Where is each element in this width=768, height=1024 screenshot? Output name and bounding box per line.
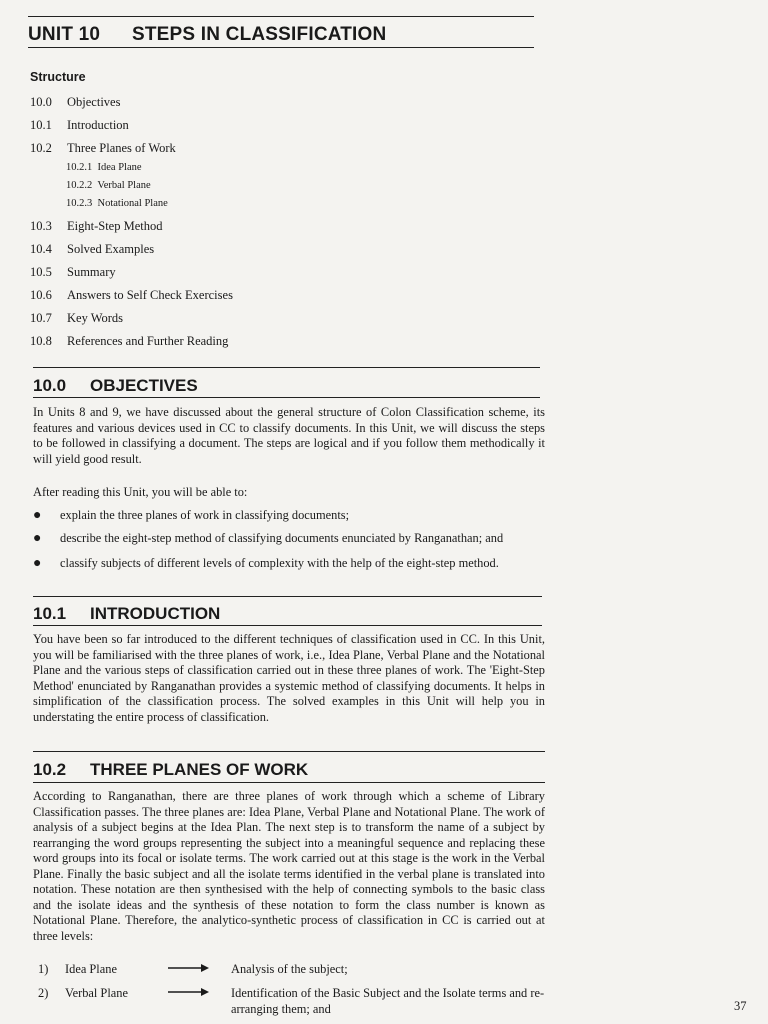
toc-subitem: 10.2.1 Idea Plane (66, 162, 142, 173)
arrow-right-icon (168, 985, 210, 999)
objective-bullet: ● classify subjects of different levels of complexity with the help of the eight-step method. (33, 556, 499, 571)
planes-paragraph: According to Ranganathan, there are three planes of work through which a scheme of Library Classification passes. The three planes are: Idea Plane, Verbal Plane and Notational Plane. The work of analysis of a subject begins at the Idea Plan. The next step is to transform the name of a subject by rearranging the word groups representing the subject into a meaningful sequence and replacing these word groups into its focal or isolate terms. The work carried out at this stage is the work in the Verbal Plane. Finally the basic subject and all the isolate terms identified in the verbal plane is translated into notation. These notation are then synthesised with the help of connecting symbols to the basic class and the isolate ideas and the synthesis of these notation to form the class number is known as Notational Plane. Therefore, the analytico-synthetic process of classification in CC is carried out at three levels: (33, 789, 545, 943)
toc-item: 10.0 Objectives (30, 95, 121, 109)
toc-subitem: 10.2.3 Notational Plane (66, 198, 168, 209)
toc-item: 10.4 Solved Examples (30, 242, 155, 256)
page-number: 37 (734, 999, 747, 1013)
toc-item: 10.8 References and Further Reading (30, 334, 229, 348)
toc-item: 10.3 Eight-Step Method (30, 219, 163, 233)
introduction-paragraph: You have been so far introduced to the different techniques of classification used in CC. In this Unit, you will be familiarised with the three planes of work, i.e., Idea Plane, Verbal Plane and the Notational Plane and the various steps of classification carried out in these three planes of work. The 'Eight-Step Method' enunciated by Ranganathan provides a systemic method of classifying documents. It helps in simplification of the classification process. The solved examples in this Unit will help you in understating the entire process of classification. (33, 632, 545, 724)
unit-title-text: STEPS IN CLASSIFICATION (132, 24, 387, 45)
toc-item: 10.1 Introduction (30, 118, 129, 132)
arrow-right-icon (168, 961, 210, 975)
section-bottom-rule (33, 782, 545, 783)
section-top-rule (33, 367, 540, 368)
bullet-icon: ● (33, 531, 42, 546)
objectives-paragraph: In Units 8 and 9, we have discussed about the general structure of Colon Classification scheme, its features and various devices used in CC to classify documents. In this Unit, we will discuss the steps to be followed in classifying a document. The steps are logical and if you follow them methodically it will yield good result. (33, 405, 545, 466)
toc-item: 10.7 Key Words (30, 311, 124, 325)
section-heading-objectives: 10.0 OBJECTIVES (33, 376, 198, 395)
section-heading-three-planes: 10.2 THREE PLANES OF WORK (33, 760, 309, 779)
section-bottom-rule (33, 625, 542, 626)
toc-subitem: 10.2.2 Verbal Plane (66, 180, 151, 191)
section-bottom-rule (33, 397, 540, 398)
objective-bullet: ● describe the eight-step method of classifying documents enunciated by Ranganathan; and (33, 531, 504, 546)
toc-item: 10.5 Summary (30, 265, 116, 279)
toc-item: 10.2 Three Planes of Work (30, 141, 176, 155)
objectives-lead-in: After reading this Unit, you will be able to: (33, 485, 248, 499)
title-bottom-rule (28, 47, 534, 48)
section-heading-introduction: 10.1 INTRODUCTION (33, 604, 221, 623)
document-page: UNIT 10 STEPS IN CLASSIFICATION Structure 10.0 Objectives 10.1 Introduction 10.2 Three Planes of Work 10.2.1 Idea Plane 10.2.2 Verbal Plane 10.2.3 Notational Plane 10.3 Eight-Step Method 10.4 Solved Examples 10.5 Summary 10.6 Answers to Self Check Exercises 10.7 Key Words 10.8 References and Further Reading 10.0 OBJECTIVES In Units 8 and 9, we have discussed about the general structure of Colon Classification scheme, its features and various devices used in CC to classify documents. In this Unit, we will discuss the steps to be followed in classifying a document. The steps are logical and if you follow them methodically it will yield good result. After reading this Unit, you will be able to: ● explain the three planes of work in classifying documents; ● describe the eight-step method of classifying documents enunciated by Ranganathan; and ● classify subjects of different levels of complexity with the help of the eight-step method. 10.1 INTRODUCTION You have been so far introduced to the different techniques of classification used in CC. In this Unit, you will be familiarised with the three planes of work, i.e., Idea Plane, Verbal Plane and the Notational Plane and the various steps of classification carried out in these three planes of work. The 'Eight-Step Method' enunciated by Ranganathan provides a systemic method of classifying documents. It helps in simplification of the classification process. The solved examples in this Unit will help you in understating the entire process of classification. 10.2 THREE PLANES OF WORK According to Ranganathan, there are three planes of work through which a scheme of Library Classification passes. The three planes are: Idea Plane, Verbal Plane and Notational Plane. The work of analysis of a subject begins at the Idea Plan. The next step is to transform the name of a subject by rearranging the word groups representing the subject into a meaningful sequence and replacing these word groups into its focal or isolate terms. The work carried out at this stage is the work in the Verbal Plane. Finally the basic subject and all the isolate terms identified in the verbal plane is translated into notation. These notation are then synthesised with the help of connecting symbols to the basic class and the isolate ideas and the synthesis of these notation to form the class number is known as Notational Plane. Therefore, the analytico-synthetic process of classification in CC is carried out at three levels: 1) Idea Plane Analysis of the subject; 2) Verbal Plane Identification of the Basic Subject and the Isolate terms and re-arranging them; and 37 (0, 0, 768, 1024)
bullet-icon: ● (33, 508, 42, 523)
structure-label: Structure (30, 70, 86, 84)
toc-item: 10.6 Answers to Self Check Exercises (30, 288, 233, 302)
objective-bullet: ● explain the three planes of work in classifying documents; (33, 508, 350, 523)
unit-title (28, 24, 386, 46)
section-top-rule (33, 596, 542, 597)
section-top-rule (33, 751, 545, 752)
title-top-rule (28, 16, 534, 17)
bullet-icon: ● (33, 556, 42, 571)
unit-number: UNIT 10 (28, 24, 101, 45)
